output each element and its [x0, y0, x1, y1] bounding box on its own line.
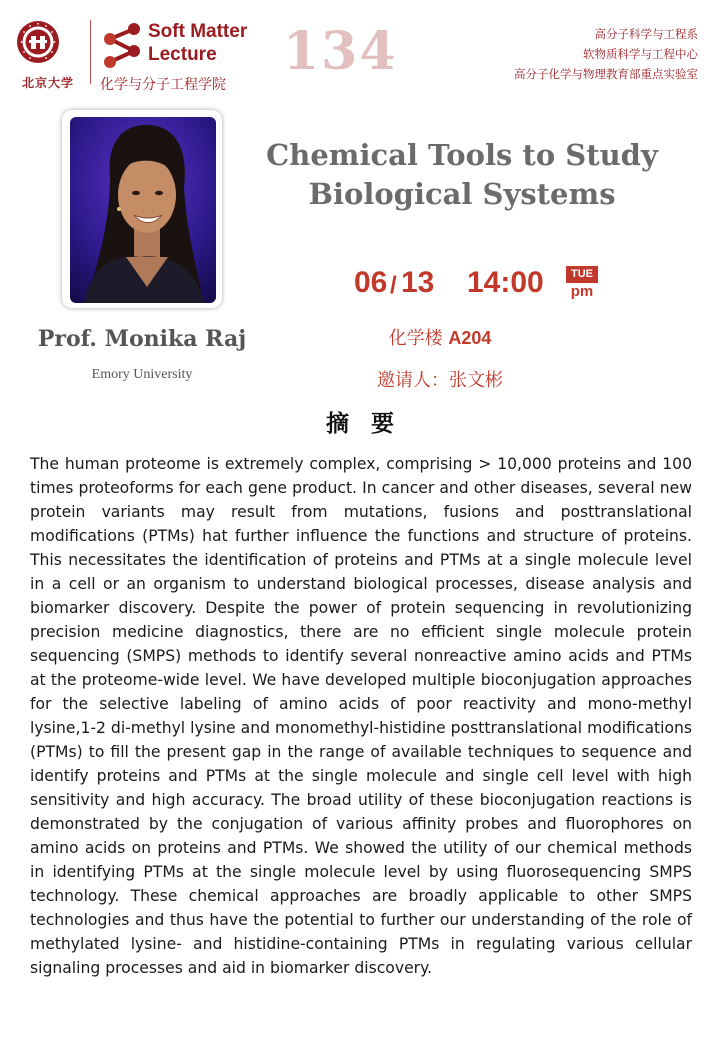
department-item: 软物质科学与工程中心	[583, 47, 698, 61]
date-month: 06	[354, 266, 388, 299]
talk-title-line2: Biological Systems	[308, 177, 616, 211]
venue-room: A204	[448, 328, 492, 348]
talk-time: 14:00	[467, 266, 544, 299]
ampm-label: pm	[570, 283, 594, 300]
molecule-s-logo-icon	[100, 20, 144, 70]
speaker-name: Prof. Monika Raj	[37, 326, 247, 352]
department-item: 高分子化学与物理教育部重点实验室	[514, 67, 698, 81]
venue-building: 化学楼	[388, 328, 449, 349]
host	[300, 366, 580, 392]
host-label: 邀请人：	[377, 370, 449, 391]
abstract-heading: 摘要	[326, 411, 416, 437]
weekday-badge: TUE	[566, 266, 598, 283]
venue	[300, 324, 580, 350]
talk-title	[244, 136, 680, 214]
speaker-affiliation: Emory University	[91, 367, 193, 382]
department-item: 高分子科学与工程系	[594, 27, 698, 41]
abstract-body: The human proteome is extremely complex, comprising > 10,000 proteins and 100 times proteoforms for each gene product. In cancer and other diseases, several new protein variants may result from mutations, fusions and posttranslational modifications (PTMs) hat further influence the functions and structure of proteins. This necessitates the identification of proteins and PTMs at a single molecule level in a cell or an organism to understand biological processes, disease analysis and biomarker discovery. Despite the power of protein sequencing in revolutionizing precision medicine diagnostics, there are no efficient single molecule protein sequencing (SMPS) methods to identify several nonreactive amino acids and PTMs at the proteome-wide level. We have developed multiple bioconjugation approaches for the selective labeling of amino acids of poor reactivity and mono-methyl lysine,1-2 di-methyl lysine and monomethyl-histidine posttranslational modifications (PTMs) to fill the present gap in the range of available techniques to sequence and identify proteins and PTMs at the single molecule and single cell level with high sensitivity and high accuracy. The broad utility of these bioconjugation reactions is demonstrated by the conjugation of various affinity probes and fluorophores on amino acids on proteins and PTMs. We showed the utility of our chemical methods in identifying PTMs at the single molecule level by using fluorosequencing SMPS technology. These chemical approaches are broadly applicable to other SMPS technologies and thus have the potential to further our understanding of the role of methylated lysine- and histidine-containing PTMs in regulating various cellular signaling processes and aid in biomarker discovery.	[30, 455, 692, 977]
date-separator: /	[390, 272, 397, 299]
talk-title-line1: Chemical Tools to Study	[266, 138, 658, 172]
department-list	[514, 24, 698, 84]
host-name: 张文彬	[449, 370, 503, 391]
date-day: 13	[401, 266, 435, 299]
series-title	[148, 20, 247, 66]
header-divider	[90, 20, 91, 84]
college-name: 化学与分子工程学院	[100, 77, 226, 93]
speaker-photo	[70, 117, 216, 303]
lecture-number: 134	[283, 21, 398, 82]
series-title-line2: Lecture	[148, 44, 217, 65]
series-title-line1: Soft Matter	[148, 21, 248, 42]
university-wordmark: 北京大学	[22, 76, 75, 90]
pku-seal-icon	[16, 20, 60, 64]
